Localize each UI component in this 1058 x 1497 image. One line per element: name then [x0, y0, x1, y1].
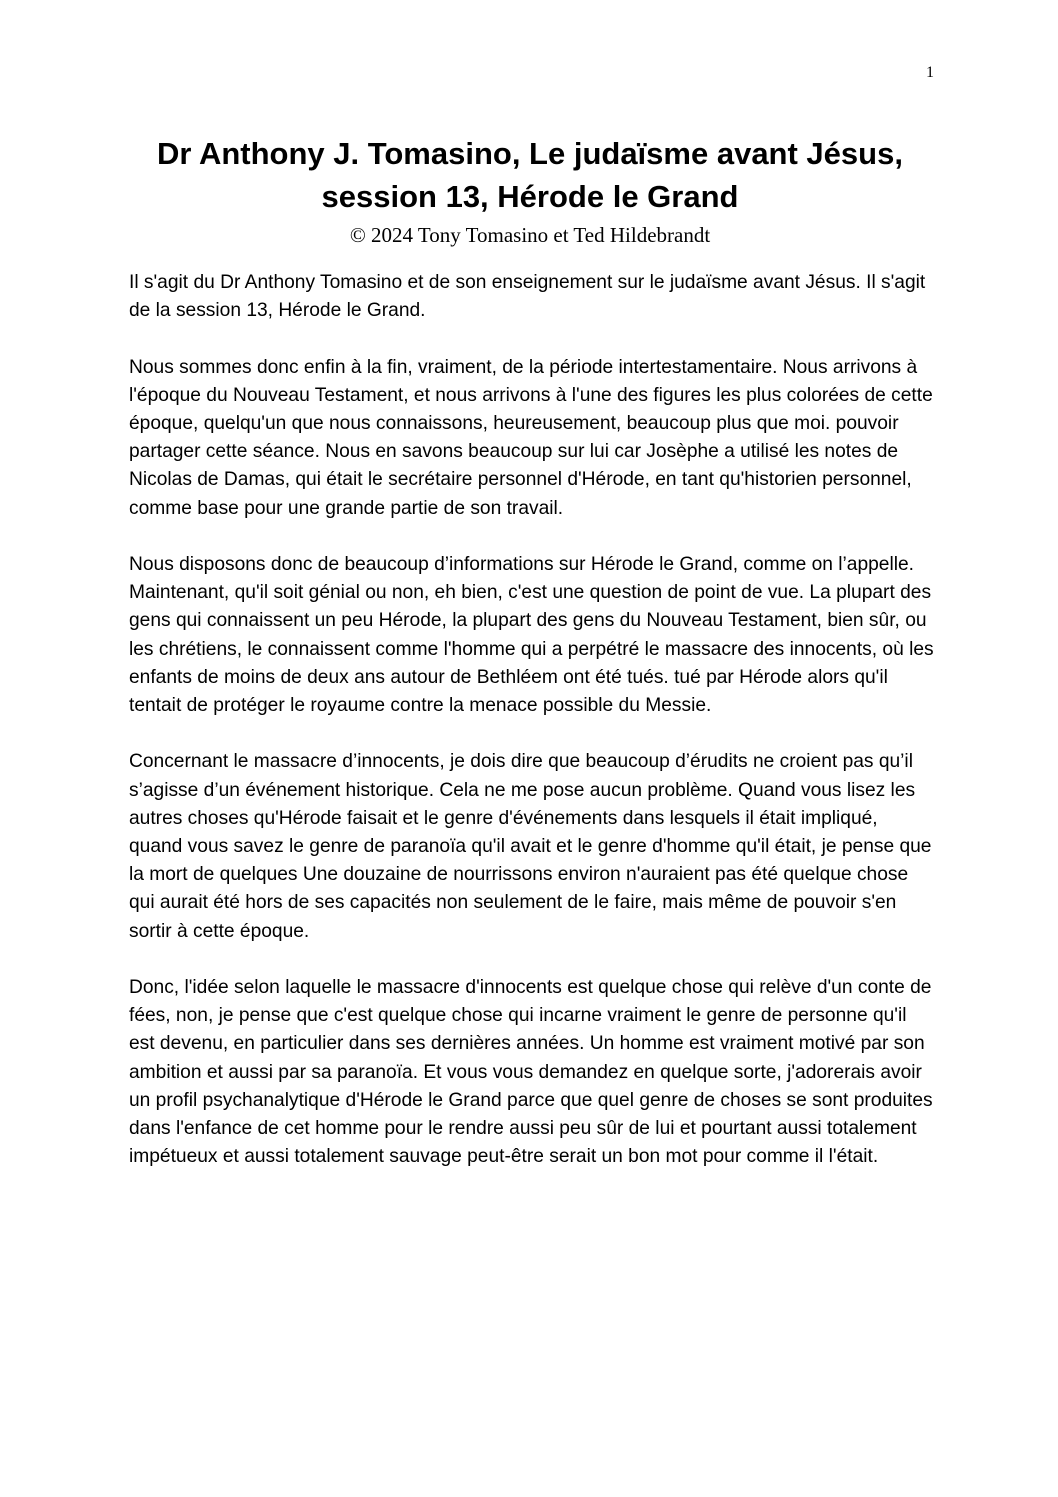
- paragraph-2: Nous sommes donc enfin à la fin, vraiment, de la période intertestamentaire. Nous arrivons à l'époque du Nouveau Testament, et nous arrivons à l'une des figures les plus colorées de cette époque, quelqu'un que nous connaissons, heureusement, beaucoup plus que moi. pouvoir partager cette séance. Nous en savons beaucoup sur lui car Josèphe a utilisé les notes de Nicolas de Damas, qui était le secrétaire personnel d'Hérode, en tant qu'historien personnel, comme base pour une grande partie de son travail.: [129, 356, 933, 519]
- paragraph-4: Concernant le massacre d’innocents, je dois dire que beaucoup d’érudits ne croient pas qu’il s’agisse d’un événement historique. Cela ne me pose aucun problème. Quand vous lisez les autres choses qu'Hérode faisait et le genre d'événements dans lesquels il était impliqué, quand vous savez le genre de paranoïa qu'il avait et le genre d'homme qu'il était, je pense que la mort de quelques Une douzaine de nourrissons environ n'auraient pas été quelque chose qui aurait été hors de ses capacités non seulement de le faire, mais même de pouvoir s'en sortir à cette époque.: [129, 751, 932, 942]
- document-body: [129, 269, 935, 1200]
- paragraph-1: Il s'agit du Dr Anthony Tomasino et de son enseignement sur le judaïsme avant Jésus. Il s'agit de la session 13, Hérode le Grand.: [129, 272, 926, 322]
- copyright-line: © 2024 Tony Tomasino et Ted Hildebrandt: [349, 223, 711, 247]
- document-title: Dr Anthony J. Tomasino, Le judaïsme avant Jésus, session 13, Hérode le Grand: [157, 136, 903, 214]
- paragraph-5: Donc, l'idée selon laquelle le massacre d'innocents est quelque chose qui relève d'un conte de fées, non, je pense que c'est quelque chose qui incarne vraiment le genre de personne qu'il est devenu, en particulier dans ses dernières années. Un homme est vraiment motivé par son ambition et aussi par sa paranoïa. Et vous vous demandez en quelque sorte, j'adorerais avoir un profil psychanalytique d'Hérode le Grand parce que quel genre de choses se sont produites dans l'enfance de cet homme pour le rendre aussi peu sûr de lui et pourtant aussi totalement impétueux et aussi totalement sauvage peut-être serait un bon mot pour comme il l'était.: [129, 977, 933, 1168]
- page-number: 1: [926, 64, 934, 81]
- paragraph-3: Nous disposons donc de beaucoup d’informations sur Hérode le Grand, comme on l’appelle. Maintenant, qu'il soit génial ou non, eh bien, c'est une question de point de vue. La plupart des gens qui connaissent un peu Hérode, la plupart des gens du Nouveau Testament, bien sûr, ou les chrétiens, le connaissent comme l'homme qui a perpétré le massacre des innocents, où les enfants de moins de deux ans autour de Bethléem ont été tués. tué par Hérode alors qu'il tentait de protéger le royaume contre la menace possible du Messie.: [129, 554, 934, 717]
